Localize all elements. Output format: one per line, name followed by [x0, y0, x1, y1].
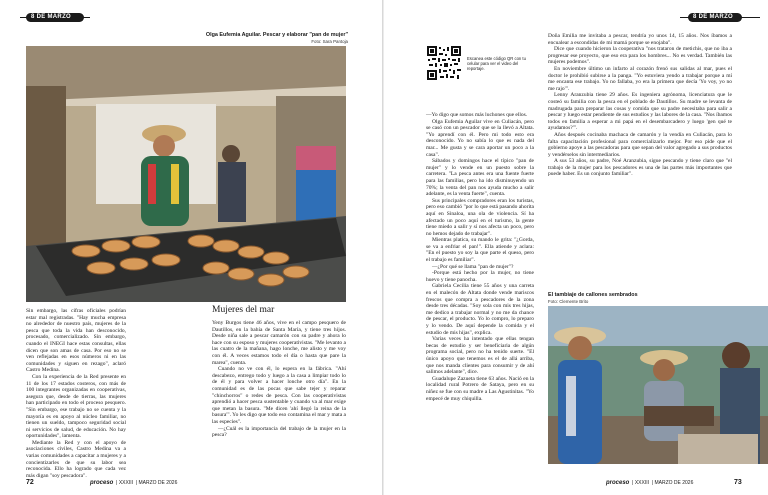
paragraph: Dice que cuando hicieron la cooperativa "nos trataron de metichis, que no iba a progresar ese proyecto, que eso era para los hombres... No es verdad. También las mujeres podemos". — [548, 46, 732, 66]
date-tab: 8 DE MARZO — [26, 13, 84, 22]
paragraph: —Yo digo que somos más luchones que ellos. — [426, 112, 528, 118]
paragraph: Olga Eufemia Aguilar vive en Culiacán, pero se casó con un pescador que se la llevó a Altata. "Yo aprendí con él. Pero mi todo esto era desconocido. Yo no sabía lo que es nada del mar... Me gusta y se cara aportar un poco a la casa". — [426, 118, 534, 158]
paragraph: Sábados y domingos hace el típico "pan de mujer" y lo vende en un puesto sobre la carretera. "La pesca antes era una fuente fuerte para las familias, pero ha ido disminuyendo un 70%; la venta del pan nos ayuda mucho a salir adelante, es la venta fuerte", cuenta. — [426, 158, 534, 198]
page-number: 73 — [734, 479, 742, 486]
paragraph: Gabriela Cecilia tiene 55 años y una carreta en el malecón de Altata donde vende mariscos frescos que compra a pescadores de la zona desde tres décadas. "Soy sola con mis tres hijas, me dedico a trabajar normal y no me da chance de pescar, el producto. Yo lo compro, lo preparo y lo vendo. De aquí depende la comida y el estudio de mis hijas", explica. — [426, 283, 534, 336]
fishers-photo — [548, 306, 768, 464]
page-number: 72 — [26, 479, 34, 486]
fishers-photo-image — [548, 306, 768, 464]
paragraph: Varias veces ha intentado que ellas tengan becas de estudio y ser beneficiaria de algún programa social, pero no ha tenido suerte. "El único apoyo que tenemos es el de allá arriba, que nos manda clientes para consumir y de ahí salimos adelante", dice. — [426, 336, 534, 376]
folio: proceso | XXXIII | MARZO DE 2026 — [606, 480, 694, 486]
market-photo-image — [26, 46, 346, 302]
folio-brand: proceso — [606, 480, 630, 486]
paragraph: Mientras platica, su mando le grita: "¿Gorda, se va a enfriar el pan!". Ella atiende y aclara: "En el puesto yo soy la que parte el queso, pero el trabajo es familiar". — [426, 237, 534, 264]
paragraph: -Porque está hecho por la mujer, no tiene huevo y tiene panocha. — [426, 270, 534, 283]
paragraph: Cuando no ve con él, lo espera en la fábrica. "Ahí descabezo, entrego todo y luego a la casa a limpiar todo lo de él y para volver a hacer lonche otro día". En la comunidad es de las pocas que sabe tejer y reparar "chinchorros" o redes de pesca. Con las cooperativistas aprendió a hacer pesca sustentable y cuando va al mar exige que metan la basura. "Me dicen 'ahí llegó la reina de la basura'". Yo les digo que todo eso contamina el mar y mata a las especies". — [212, 366, 346, 425]
paragraph: Años después cocinaba machaca de camarón y la vendía en Culiacán, para lo falta capacitación profesional para comercializarlo mejor. Por eso pide que el gobierno apoye a las pescadoras para que sepan del valor agregado a sus productos y vendérselos sin intermediarios. — [548, 131, 732, 158]
paragraph: —¿Por qué se llama "pan de mujer"? — [432, 263, 514, 270]
paragraph: A sus 53 años, su padre, Noé Aranzubia, sigue pescando y tiene claro que "el trabajo de la mujer para los pescadores es una de las partes más importantes que puede haber. Es un conjunto familiar". — [548, 158, 732, 178]
paragraph: Mediante la Red y con el apoyo de asociaciones civiles, Castro Medina va a varias comunidades a capacitar a mujeres y a concientizarles de que su labor sea reconocida. Ello ha logrado que cada vez más digan "soy pescadora". — [26, 439, 126, 479]
folio-issue: XXXIII — [118, 480, 133, 486]
paragraph: Con la experiencia de la Red presente en 11 de los 17 estados costeros, con más de 100 integrantes organizadas en cooperativas, asegura que, desde de tierras, las mujeres han participado en todo el proceso pesquero. "Sin embargo, ese trabajo no se cuenta y la mayoría es en apoyo al núcleo familiar, no tienen un sueldo, tampoco seguridad social ni servicios de salud, de educación. No hay oportunidades", lamenta. — [26, 373, 126, 440]
qr-code-icon[interactable] — [426, 45, 462, 81]
photo-caption-title: El tambiaje de callones sembrados — [548, 292, 638, 298]
paragraph: Lenny Aranzubia tiene 29 años. Es ingeniera agrónoma, licenciatura que le costeó su familia con la pesca en el poblado de Dautillos. Su madre se levanta de madrugada para preparar las cosas y comida que su padre necesitaba para salir a pescar y luego estar pendiente de sus estudios y las labores de la casa. "Nos íbamos todos en familia a esperar a mi papá en el desembarcadero y luego 'gen qué te ayudamos?'". — [548, 92, 732, 132]
folio-date: MARZO DE 2026 — [138, 480, 178, 486]
qr-note: Escanea este código QR con tu celular para ver el video del reportaje. — [467, 56, 526, 71]
paragraph: Sus principales compradores eran los turistas, pero eso cambió "por lo que está pasando ahorita aquí en Sinaloa, una ola de violencia. Sí ha afectado un poco aquí en el turismo, la gente tiene miedo a salir y sí nos afecta un poco, pero no hemos dejado de trabajar". — [426, 197, 534, 237]
paragraph: Sin embargo, las cifras oficiales podrían estar mal registradas. "Hay mucha empresa no alrededor de nuestro país, mujeres de la pesca que toda la vida han desconocido, procesado, comercializado. Sin embargo, cuando el INEGI hace estas consultas, ellas dicen que son amas de casa. Por eso no se ven reflejadas en esos números ni en las comunidades y siguen en rezago", aclaró Castro Medina. — [26, 308, 126, 374]
right-column-2 — [548, 33, 732, 178]
left-column-2 — [212, 320, 346, 439]
folio-date: MARZO DE 2026 — [654, 480, 694, 486]
folio: proceso | XXXIII | MARZO DE 2026 — [90, 480, 178, 486]
photo-caption-credit: Foto: Clemente Brito — [548, 299, 589, 304]
paragraph: Yeny Burgos tiene 46 años, vive en el campo pesquero de Dautillos, en la bahía de Santa María, y tiene tres hijos. Desde niña sale a pescar camarón con su padre y ahora lo hace con su esposo y mujeres cooperativistas. "Me levanto a las cuatro de la mañana, hago lonche, me alisto y me voy con él. A veces estamos todo el día o hasta que pare la marea", cuenta. — [212, 320, 346, 366]
photo-caption-title: Olga Eufemia Aguilar. Pescar y elaborar "pan de mujer" — [205, 32, 348, 38]
right-column-1 — [426, 112, 534, 402]
paragraph: —¿Cuál es la importancia del trabajo de la mujer en la pesca? — [212, 425, 346, 439]
paragraph: Doña Emilia me invitaba a pescar, tendría yo unos 14, 15 años. Nos íbamos a encualear a escondidas de mi mamá porque se enojaba". — [548, 33, 732, 46]
qr-code-graphic — [426, 45, 462, 81]
folio-brand: proceso — [90, 480, 114, 486]
folio-issue: XXXIII — [634, 480, 649, 486]
paragraph: En noviembre último un infarto al corazón frenó sus salidas al mar, pues el doctor le prohibió subirse a la panga. "Yo estuviera yendo a trabajar porque a mí me encanta ese trabajo. Yo no fallaba, yo era la primera que decía 'Yo voy, yo no me rajo'". — [548, 65, 732, 92]
photo-caption-credit: Foto: Sara Pantoja — [311, 39, 348, 44]
market-photo — [26, 46, 346, 302]
left-column-1 — [26, 308, 126, 479]
section-heading: Mujeres del mar — [212, 305, 275, 315]
date-tab: 8 DE MARZO — [688, 13, 742, 22]
paragraph: Guadalupe Zazueta tiene 63 años. Nació en la localidad rural Potrero de Sataya, pero en su niñez se fue con su madre a Las Agustinitas. "Yo empecé de muy chiquilla. — [426, 375, 534, 402]
